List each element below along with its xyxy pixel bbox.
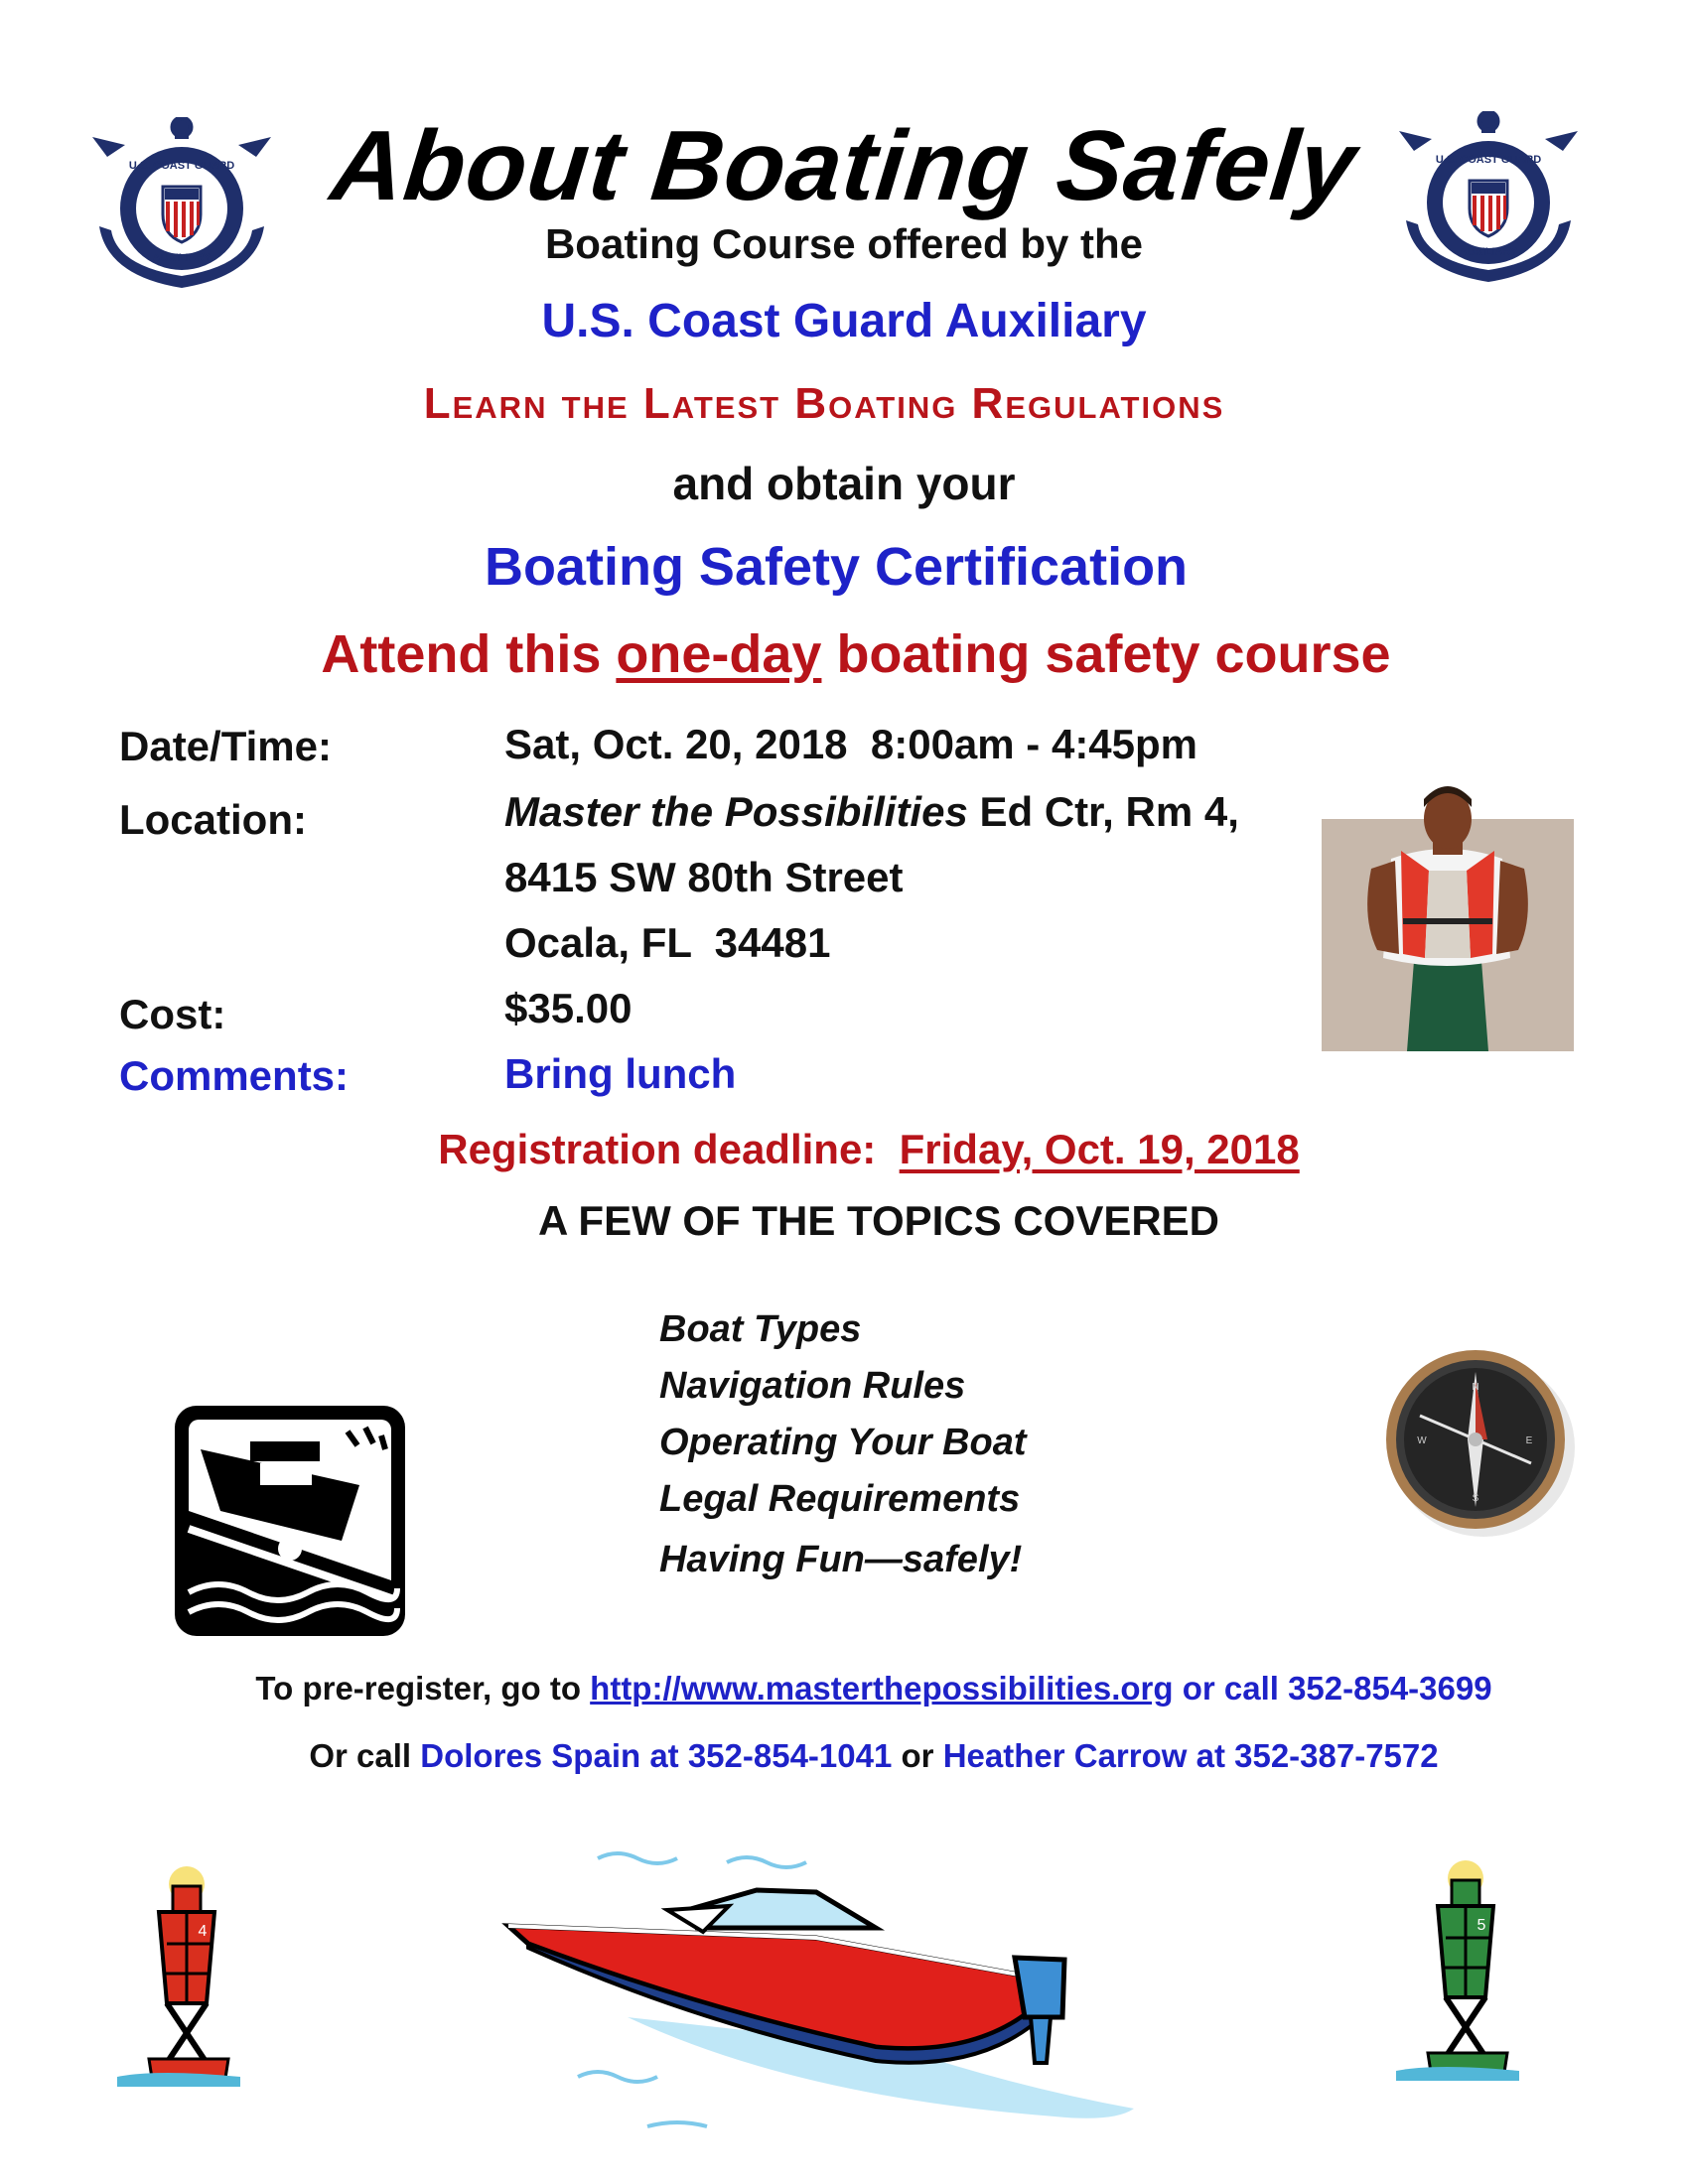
svg-text:W: W [1417,1435,1427,1446]
register-prefix: To pre-register, go to [255,1670,591,1706]
register-line2-prefix: Or call [309,1737,421,1774]
registration-deadline [0,1126,1688,1173]
svg-text:E: E [1525,1435,1533,1446]
deadline-label: Registration deadline: [438,1126,877,1172]
certification-heading: Boating Safety Certification [484,537,1189,597]
contact-heather: Heather Carrow at 352-387-7572 [942,1737,1439,1774]
topic-item: Operating Your Boat [659,1422,1027,1463]
comments-label: Comments: [119,1052,350,1099]
comments-value: Bring lunch [504,1050,737,1097]
page-title: About Boating Safely [326,110,1362,221]
svg-text:S: S [1472,1493,1479,1504]
life-jacket-man-illustration [1322,779,1574,1051]
location-street: 8415 SW 80th Street [504,854,904,900]
logo-text-top: U.S. COAST GUARD [128,160,235,172]
green-buoy-icon [1388,1858,1527,2087]
logo-text-top: U.S. COAST GUARD [1435,154,1542,166]
buoy-right-number: 5 [1477,1917,1486,1934]
logo-text-bottom: AUXILIARY [1459,246,1518,258]
boat-launch-sign-icon [171,1402,409,1640]
tagline: Learn the Latest Boating Regulations [423,379,1225,428]
cost-value: $35.00 [504,985,633,1031]
register-line-1 [0,1670,1688,1707]
svg-text:N: N [1472,1382,1479,1393]
course-subtitle: Boating Course offered by the [544,220,1144,267]
location-venue [504,788,1239,836]
contact-dolores: Dolores Spain at 352-854-1041 [420,1737,893,1774]
obtain-text: and obtain your [672,458,1016,509]
cost-label: Cost: [119,991,226,1037]
logo-text-bottom: AUXILIARY [152,252,211,264]
date-label: Date/Time: [119,723,332,769]
topic-item: Legal Requirements [659,1478,1021,1520]
location-venue-rest: Ed Ctr, Rm 4, [967,788,1239,835]
topic-item: Navigation Rules [659,1365,966,1407]
deadline-date: Friday, Oct. 19, 2018 [899,1126,1300,1172]
register-line2-mid: or [892,1737,943,1774]
organization-name: U.S. Coast Guard Auxiliary [541,295,1147,347]
speedboat-illustration [498,1848,1174,2146]
location-label: Location: [119,796,307,843]
date-value: Sat, Oct. 20, 2018 8:00am - 4:45pm [504,721,1198,767]
compass-icon [1380,1342,1579,1541]
register-url-link[interactable]: http://www.masterthepossibilities.org [590,1670,1174,1706]
red-buoy-icon [109,1864,248,2093]
attend-emphasis: one-day [616,624,822,684]
location-city: Ocala, FL 34481 [504,919,831,966]
topic-item: Boat Types [659,1308,862,1350]
register-phone: or call 352-854-3699 [1173,1670,1492,1706]
location-venue-italic: Master the Possibilities [504,788,968,835]
attend-heading [12,623,1688,685]
topic-item: Having Fun—safely! [659,1539,1023,1580]
attend-prefix: Attend this [321,624,617,684]
register-line-2 [0,1737,1688,1775]
topics-heading: A FEW OF THE TOPICS COVERED [537,1197,1220,1244]
attend-suffix: boating safety course [821,624,1391,684]
buoy-left-number: 4 [198,1923,208,1940]
